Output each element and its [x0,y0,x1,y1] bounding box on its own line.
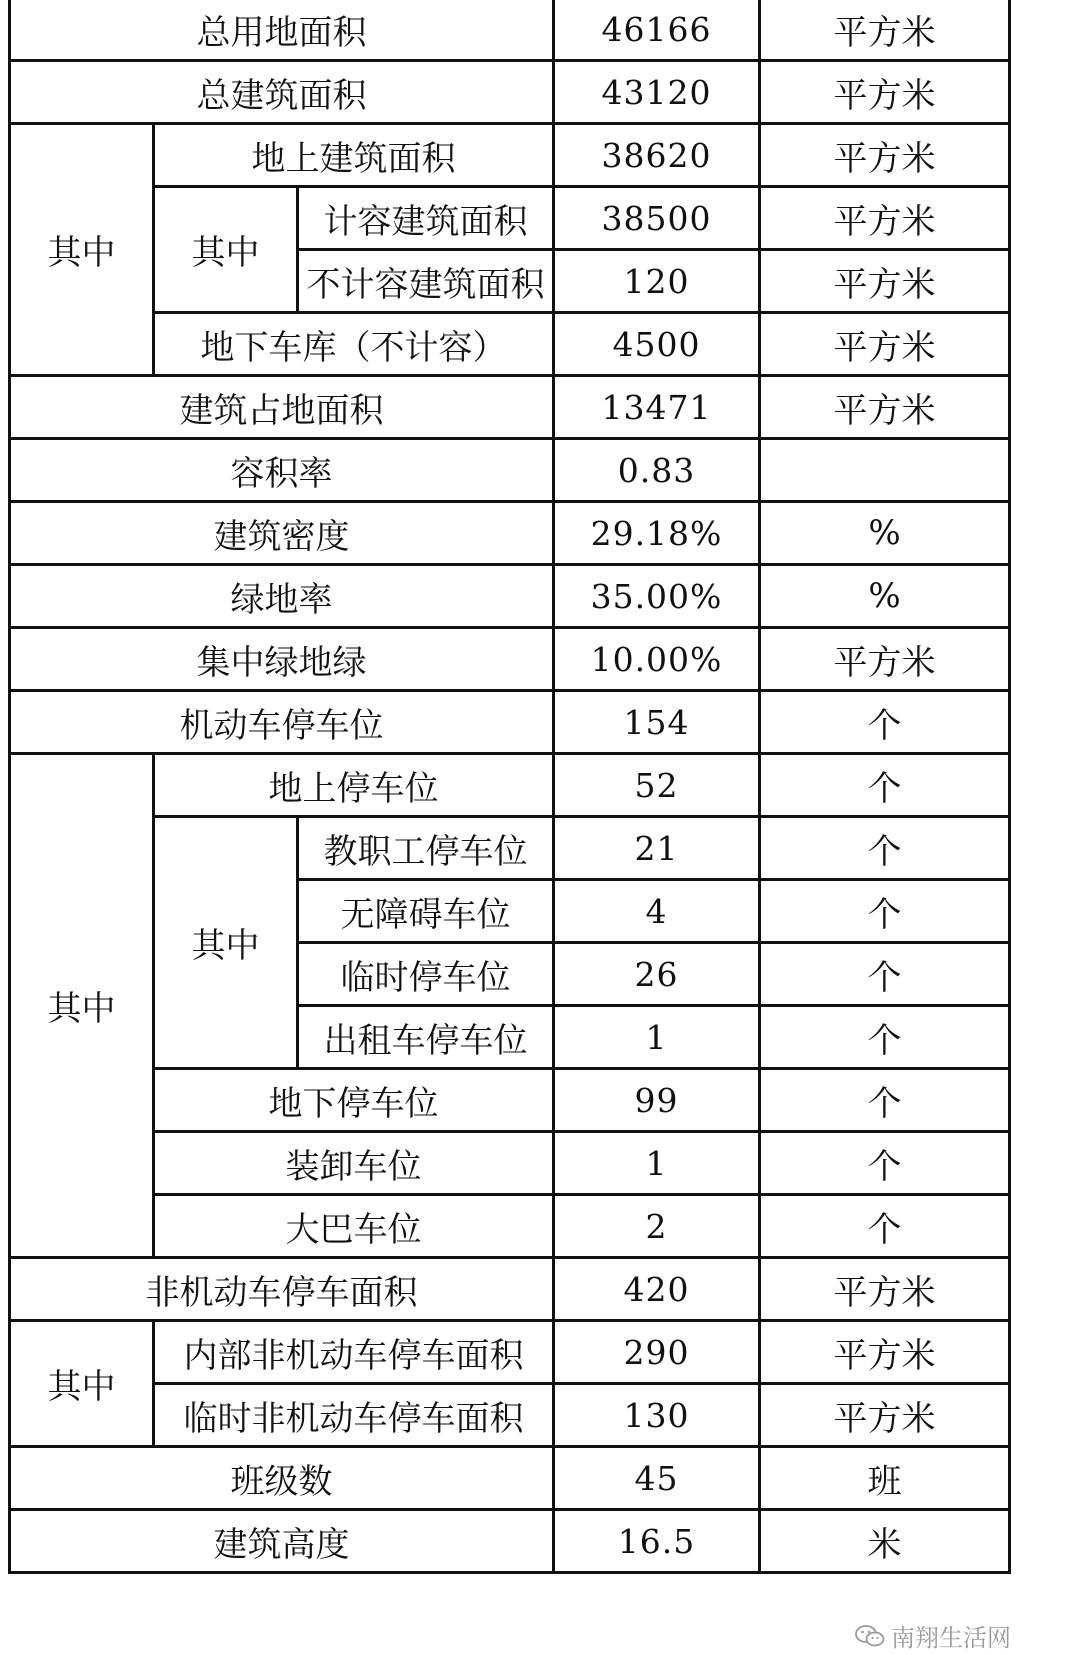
row-value: 120 [554,250,760,313]
indicator-table [8,0,1011,1574]
group-label: 其中 [10,1321,154,1447]
row-value: 10.00% [554,628,760,691]
row-label: 总建筑面积 [10,61,554,124]
row-unit: 个 [760,1195,1010,1258]
row-value: 13471 [554,376,760,439]
row-label: 地上停车位 [154,754,554,817]
table-row [10,1510,1010,1573]
row-unit: 平方米 [760,61,1010,124]
group-label: 其中 [10,124,154,376]
row-value: 420 [554,1258,760,1321]
row-unit: 平方米 [760,376,1010,439]
row-label: 机动车停车位 [10,691,554,754]
row-value: 290 [554,1321,760,1384]
table-row [10,1447,1010,1510]
row-unit: 个 [760,880,1010,943]
subgroup-label: 其中 [154,187,298,313]
row-label: 建筑占地面积 [10,376,554,439]
row-unit: 平方米 [760,187,1010,250]
row-label: 教职工停车位 [298,817,554,880]
row-unit: 平方米 [760,628,1010,691]
watermark [855,1618,1011,1653]
table-row [10,1069,1010,1132]
row-value: 0.83 [554,439,760,502]
row-unit: 平方米 [760,250,1010,313]
row-value: 46166 [554,0,760,61]
watermark-text: 南翔生活网 [891,1624,1011,1652]
row-value: 52 [554,754,760,817]
table-row [10,313,1010,376]
row-value: 29.18% [554,502,760,565]
row-label: 装卸车位 [154,1132,554,1195]
table-row [10,1132,1010,1195]
row-value: 26 [554,943,760,1006]
row-value: 130 [554,1384,760,1447]
row-unit: 个 [760,817,1010,880]
table-row [10,0,1010,61]
row-unit: 米 [760,1510,1010,1573]
row-value: 1 [554,1006,760,1069]
row-unit [760,439,1010,502]
table-row [10,817,1010,880]
row-unit: 个 [760,754,1010,817]
table-row [10,1384,1010,1447]
table-row [10,565,1010,628]
row-value: 16.5 [554,1510,760,1573]
row-value: 4500 [554,313,760,376]
row-unit: % [760,502,1010,565]
group-label: 其中 [10,754,154,1258]
row-label: 容积率 [10,439,554,502]
row-label: 内部非机动车停车面积 [154,1321,554,1384]
table-row [10,628,1010,691]
row-label: 总用地面积 [10,0,554,61]
wechat-icon [855,1625,885,1647]
row-label: 临时停车位 [298,943,554,1006]
row-unit: 平方米 [760,1258,1010,1321]
row-value: 21 [554,817,760,880]
table-row [10,502,1010,565]
subgroup-label: 其中 [154,817,298,1069]
row-value: 38500 [554,187,760,250]
table-row [10,1195,1010,1258]
row-unit: 平方米 [760,1384,1010,1447]
row-label: 大巴车位 [154,1195,554,1258]
row-label: 计容建筑面积 [298,187,554,250]
row-unit: 班 [760,1447,1010,1510]
table-row [10,691,1010,754]
table-row [10,61,1010,124]
row-value: 154 [554,691,760,754]
row-unit: 平方米 [760,0,1010,61]
row-unit: 个 [760,1069,1010,1132]
row-value: 45 [554,1447,760,1510]
row-value: 35.00% [554,565,760,628]
row-value: 99 [554,1069,760,1132]
row-label: 不计容建筑面积 [298,250,554,313]
row-label: 绿地率 [10,565,554,628]
table-row [10,376,1010,439]
row-unit: 个 [760,1006,1010,1069]
row-label: 地下停车位 [154,1069,554,1132]
row-value: 1 [554,1132,760,1195]
row-label: 地下车库（不计容） [154,313,554,376]
table-row [10,187,1010,250]
row-label: 出租车停车位 [298,1006,554,1069]
row-value: 43120 [554,61,760,124]
row-value: 38620 [554,124,760,187]
row-unit: 个 [760,691,1010,754]
row-unit: % [760,565,1010,628]
row-label: 建筑密度 [10,502,554,565]
row-unit: 平方米 [760,124,1010,187]
row-label: 班级数 [10,1447,554,1510]
table-row [10,1258,1010,1321]
row-value: 4 [554,880,760,943]
row-label: 临时非机动车停车面积 [154,1384,554,1447]
row-value: 2 [554,1195,760,1258]
table-row [10,1321,1010,1384]
row-unit: 个 [760,1132,1010,1195]
row-unit: 平方米 [760,1321,1010,1384]
row-label: 无障碍车位 [298,880,554,943]
table-row [10,754,1010,817]
row-unit: 平方米 [760,313,1010,376]
table-row [10,439,1010,502]
row-label: 非机动车停车面积 [10,1258,554,1321]
row-label: 建筑高度 [10,1510,554,1573]
row-label: 集中绿地绿 [10,628,554,691]
row-unit: 个 [760,943,1010,1006]
row-label: 地上建筑面积 [154,124,554,187]
table-row [10,124,1010,187]
